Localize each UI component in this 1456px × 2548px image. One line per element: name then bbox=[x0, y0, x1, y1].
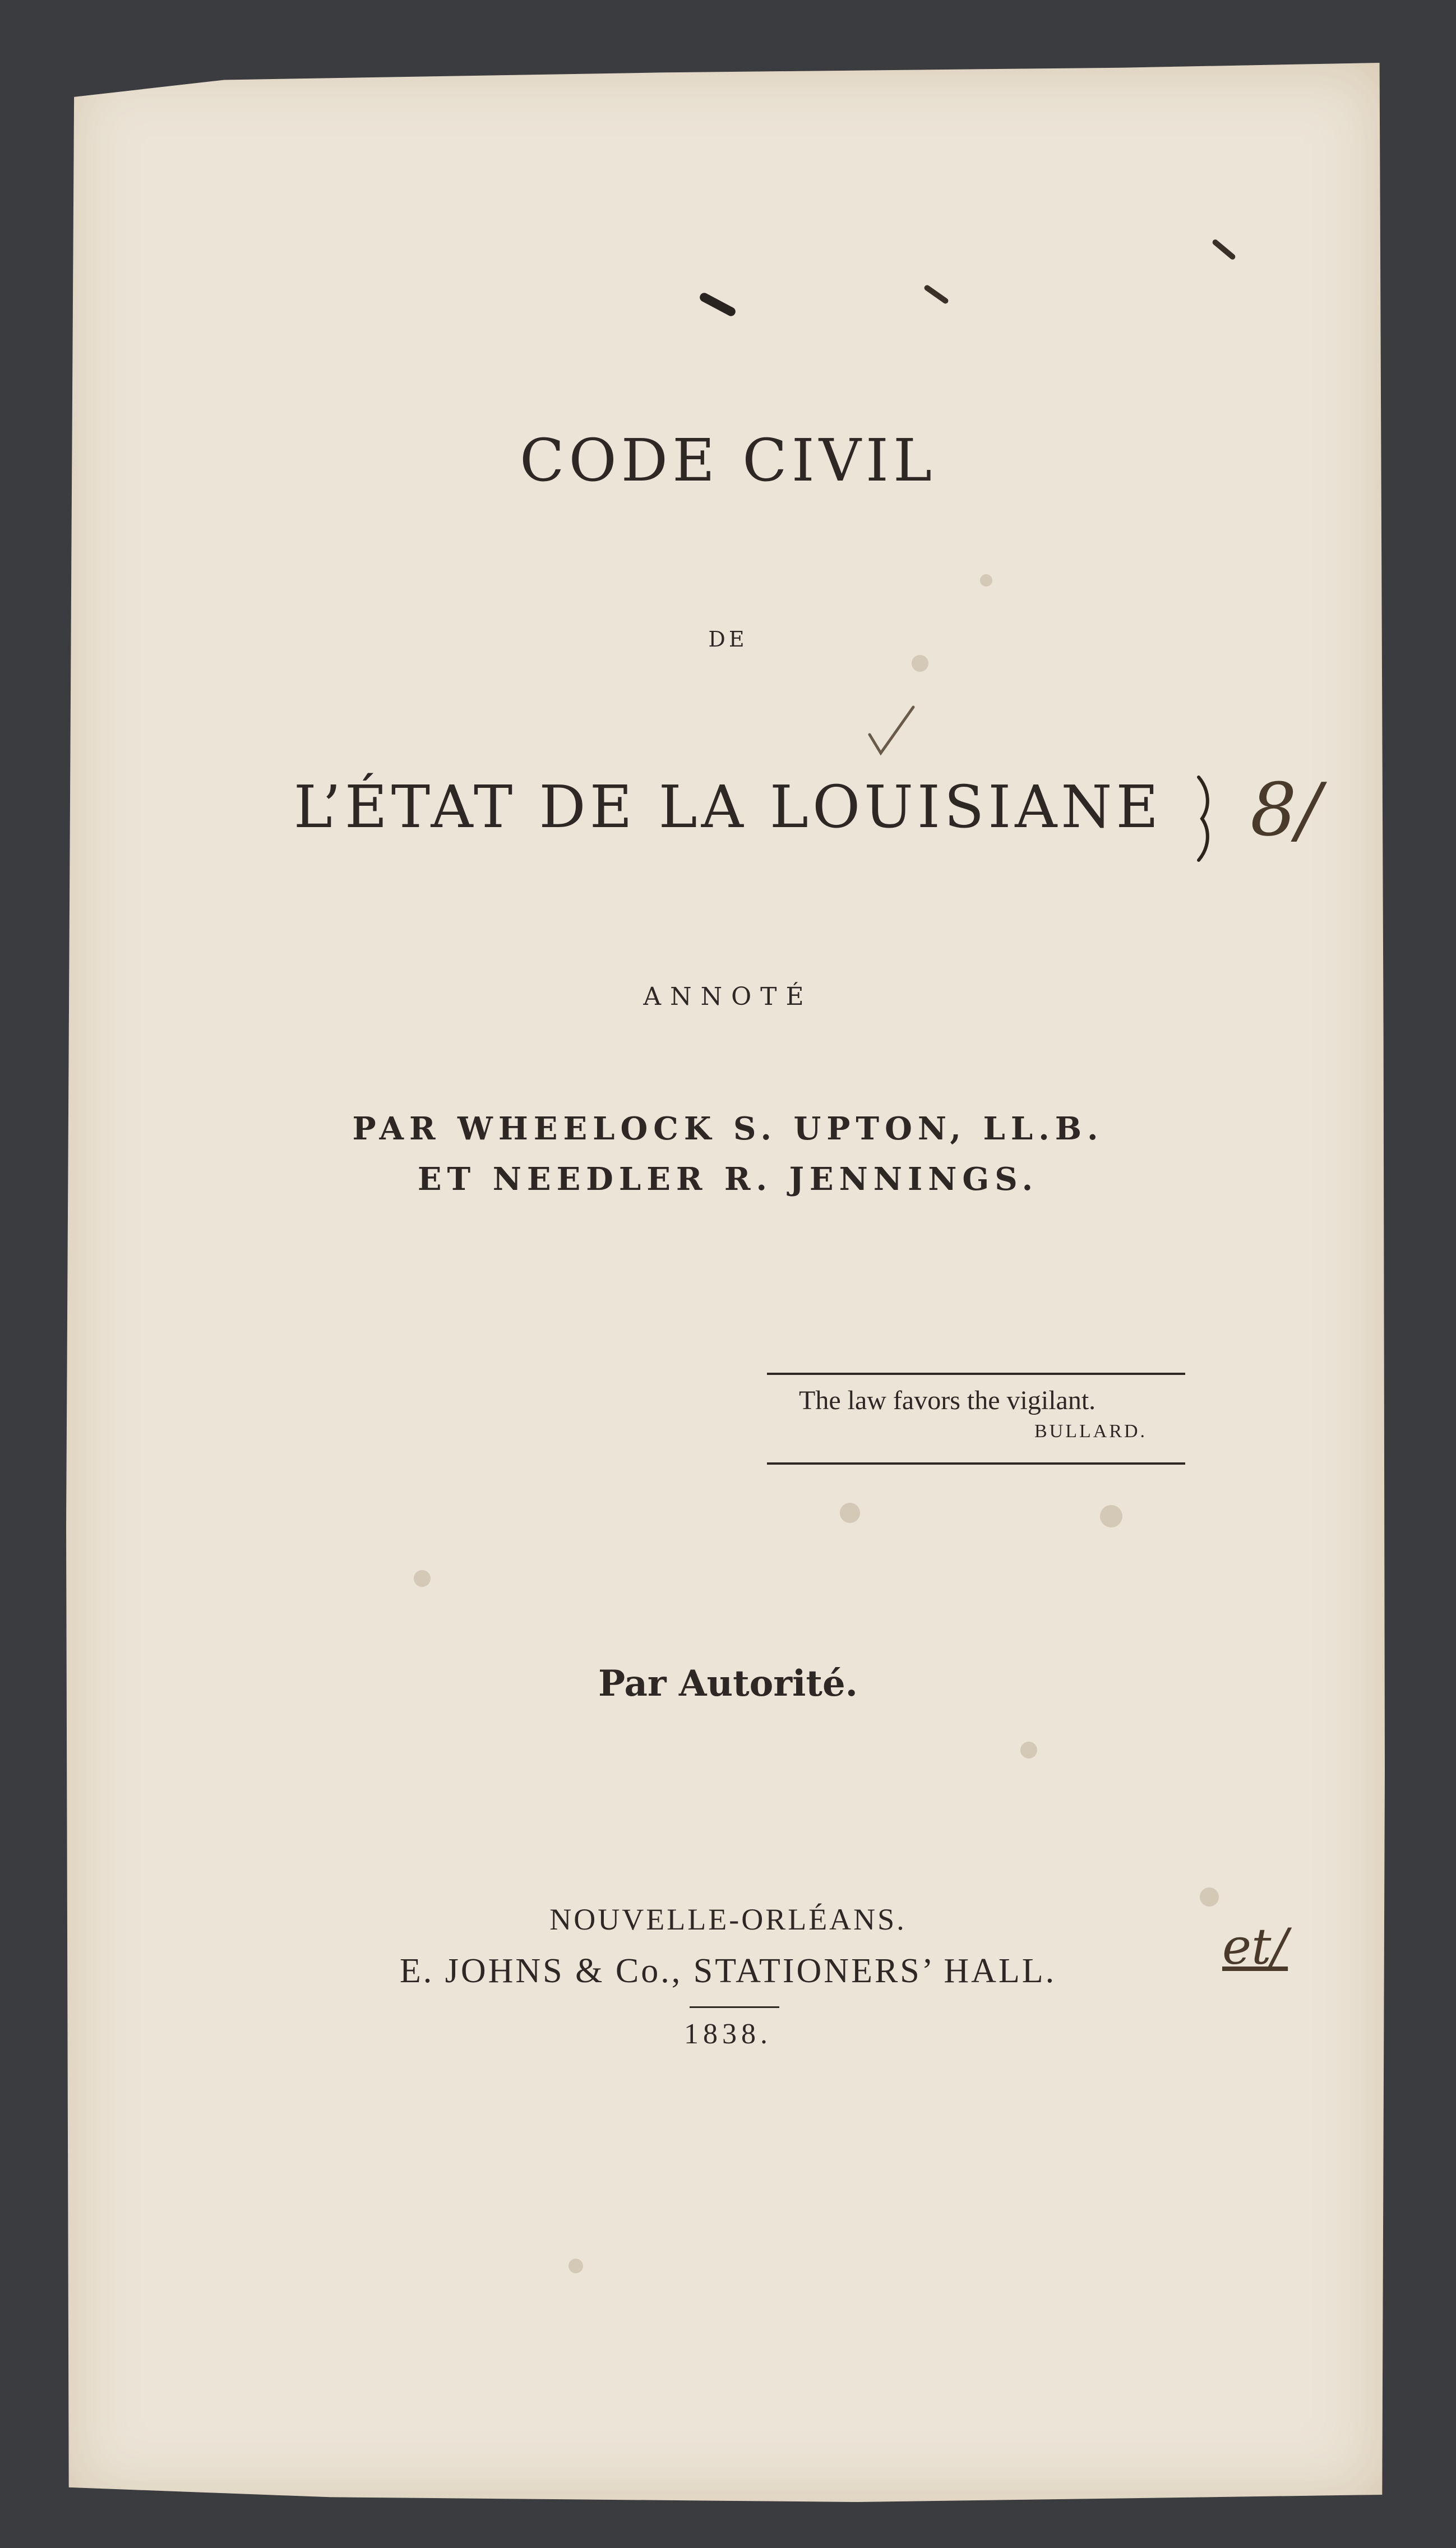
book-subtitle: L’ÉTAT DE LA LOUISIANE bbox=[293, 773, 1163, 841]
foxing-spot bbox=[980, 574, 992, 587]
bracket-mark-icon bbox=[1193, 774, 1215, 864]
check-mark-icon bbox=[866, 704, 917, 757]
foxing-spot bbox=[1100, 1505, 1122, 1527]
motto-author: BULLARD. bbox=[1034, 1421, 1148, 1442]
foxing-spot bbox=[912, 655, 928, 672]
foxing-spot bbox=[840, 1503, 860, 1523]
book-title: CODE CIVIL bbox=[519, 426, 937, 495]
authors-line-2: ET NEEDLER R. JENNINGS. bbox=[417, 1161, 1039, 1198]
motto-text: The law favors the vigilant. bbox=[799, 1386, 1096, 1415]
margin-mark-right: 8/ bbox=[1250, 767, 1321, 852]
publication-year: 1838. bbox=[684, 2018, 772, 2050]
annotation-label: ANNOTÉ bbox=[643, 982, 813, 1011]
publisher-line: E. JOHNS & Co., STATIONERS’ HALL. bbox=[399, 1952, 1057, 1990]
year-top-rule bbox=[690, 2006, 779, 2008]
authority-line: Par Autorité. bbox=[598, 1663, 858, 1705]
title-connector: DE bbox=[708, 627, 748, 652]
foxing-spot bbox=[568, 2259, 583, 2273]
margin-mark-bottom: et/ bbox=[1222, 1918, 1288, 1975]
foxing-spot bbox=[414, 1570, 431, 1587]
motto-top-rule bbox=[767, 1373, 1185, 1375]
foxing-spot bbox=[1020, 1742, 1037, 1758]
publication-city: NOUVELLE-ORLÉANS. bbox=[549, 1903, 907, 1936]
motto-bottom-rule bbox=[767, 1462, 1185, 1465]
authors-line-1: PAR WHEELOCK S. UPTON, LL.B. bbox=[352, 1110, 1104, 1147]
